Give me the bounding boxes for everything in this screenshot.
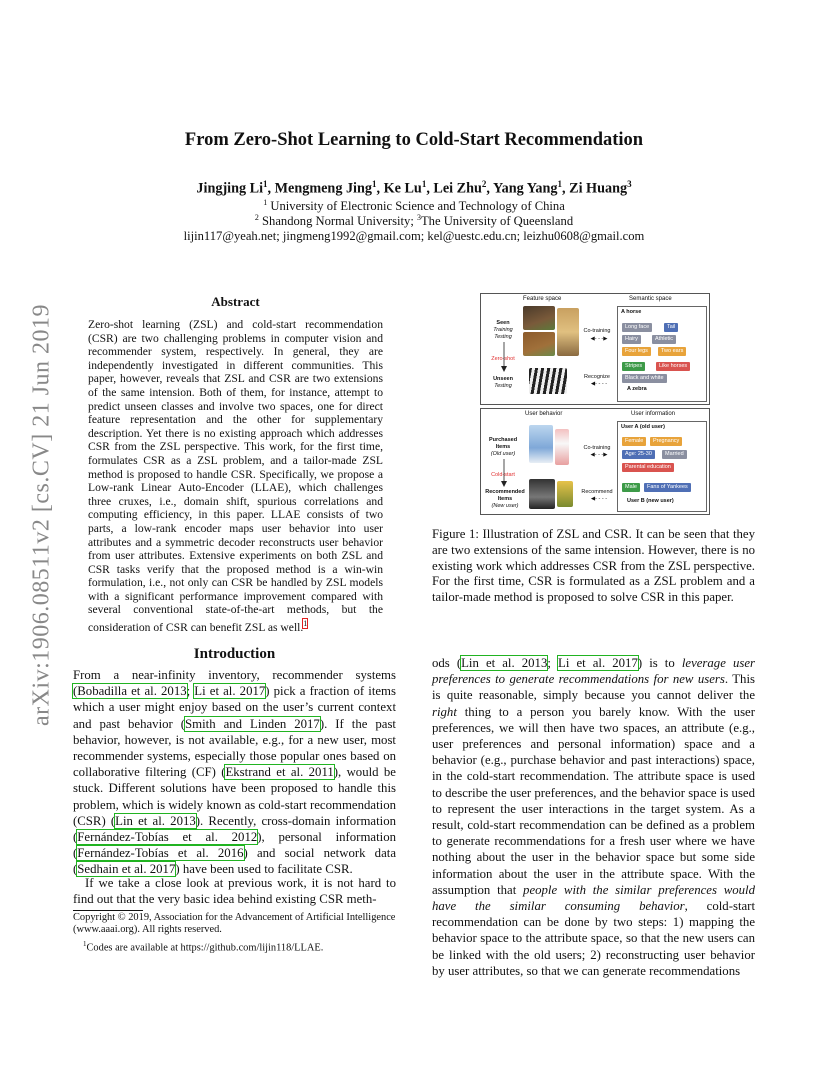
- left-arrow-icon: ◀- - - -: [590, 381, 608, 387]
- intro-paragraph-2: If we take a close look at previous work, it is not hard to find out that the very basic idea behind existing CSR meth-: [73, 876, 396, 907]
- co-training-label-2: Co-training: [583, 445, 611, 451]
- citation-link[interactable]: (Bobadilla et al. 2013: [73, 684, 187, 699]
- body-text: , cold-start recommendation can be done by two steps: 1) mapping the behavior space to the attribute space, so that the new users can be linked with the old users; 2) reconstructing user behavior by user attributes, so that we can generate recommendations: [432, 899, 755, 978]
- semantic-space-label: Semantic space: [629, 296, 672, 302]
- author-affiliation-mark: 1: [557, 179, 563, 189]
- horse-image-1: [523, 306, 555, 330]
- unseen-label: Unseen: [493, 376, 513, 382]
- body-text: thing to a person you barely know. With the user preferences, we will then have two spaces, an attribute (e.g., user preferences and personal information) space and a behavior (e.g., purchase behavior and past interactions) space, in the cold-start recommendation. The attribute space is used to describe the user preferences, and the behavior space is used to represent the user interactions in the target system. As a result, cold-start recommendation can be defined as a problem to generate recommendations for a fresh user where we have nothing about the user in the behavior space but some side information about the user in the attribute space. With the assumption that: [432, 704, 755, 897]
- author-affiliation-mark: 1: [371, 179, 377, 189]
- user-a-label: User A (old user): [621, 424, 665, 430]
- figure-caption: Figure 1: Illustration of ZSL and CSR. It can be seen that they are two extensions of the same intension. However, there is no existing work which addresses CSR from the ZSL perspective. For the first time, CSR is formulated as a ZSL problem and a tailor-made method is proposed to solve CSR in this paper.: [432, 527, 755, 605]
- footnote-rule: [73, 910, 143, 911]
- attribute-tag: Tail: [664, 323, 678, 332]
- emphasis-text: right: [432, 704, 457, 719]
- author-affiliation-mark: 2: [481, 179, 487, 189]
- feature-space-label: Feature space: [523, 296, 562, 302]
- left-arrow-icon: ◀- - - -: [590, 496, 608, 502]
- author-name: Mengmeng Jing: [274, 180, 372, 197]
- attribute-tag: Married: [662, 450, 687, 459]
- down-arrow-icon: [501, 342, 507, 372]
- attribute-tag: Pregnancy: [650, 437, 682, 446]
- attribute-tag: Black and white: [622, 374, 667, 383]
- a-zebra-label: A zebra: [627, 386, 647, 392]
- body-text: ), personal information (: [73, 830, 396, 861]
- horse-image-3: [557, 308, 579, 356]
- arxiv-sidebar: [22, 280, 62, 750]
- author-affiliation-mark: 1: [421, 179, 427, 189]
- recommend-label: Recommend: [581, 489, 613, 495]
- baby-bottle-image: [555, 429, 569, 465]
- body-text: . This is quite reasonable, simply because you cannot deliver the: [432, 672, 755, 703]
- attribute-tag: Parental education: [622, 463, 674, 472]
- citation-link[interactable]: Lin et al. 2013: [115, 813, 196, 828]
- items2-label: Items: [497, 496, 513, 502]
- recognize-label: Recognize: [584, 374, 610, 380]
- old-user-label: (Old user): [490, 451, 516, 457]
- citation-link[interactable]: Lin et al. 2013: [461, 656, 548, 670]
- attribute-tag: Like horses: [656, 362, 690, 371]
- zero-shot-label: Zero-shot: [491, 356, 515, 362]
- baby-product-image: [557, 481, 573, 507]
- affiliation-1: $^1$ University of Electronic Science and Technology of China: [263, 198, 565, 214]
- citation-link[interactable]: Ekstrand et al. 2011: [225, 765, 334, 780]
- citation-link[interactable]: Smith and Linden 2017: [185, 716, 320, 731]
- attribute-tag: Stripes: [622, 362, 645, 371]
- training-label: Training: [493, 327, 513, 333]
- down-arrow-icon: [501, 459, 507, 487]
- citation-link[interactable]: Li et al. 2017: [194, 684, 266, 699]
- affiliation-2: $^2$ Shandong Normal University; $^3$The University of Queensland: [254, 213, 574, 229]
- user-b-label: User B (new user): [627, 498, 674, 504]
- abstract-heading: Abstract: [211, 294, 260, 309]
- body-text: ). If the past behavior, however, is not available, e.g., for a new user, most recommender systems, especially those popular ones based on collaborative filtering (CF) (: [73, 716, 396, 780]
- copyright-notice: Copyright © 2019, Association for the Advancement of Artificial Intelligence (www.aaai.org). All rights reserved.: [73, 912, 396, 936]
- user-information-label: User information: [631, 411, 676, 417]
- figure-csr-panel: [480, 408, 710, 515]
- purchased-label: Purchased: [488, 437, 518, 443]
- attribute-tag: Long face: [622, 323, 652, 332]
- attribute-tag: Two ears: [658, 347, 686, 356]
- body-text: ;: [547, 656, 558, 670]
- items-label: Items: [495, 444, 511, 450]
- author-name: Yang Yang: [492, 180, 558, 197]
- attribute-tag: Athletic: [652, 335, 676, 344]
- bidirectional-arrow-icon: ◀- - -▶: [590, 452, 608, 458]
- new-user-label: (New user): [491, 503, 519, 509]
- bidirectional-arrow-icon: ◀- - -▶: [590, 336, 608, 342]
- body-text: ) pick a fraction of items which a user might enjoy based on the user’s current context and past behavior (: [73, 684, 396, 731]
- introduction-heading: Introduction: [193, 646, 276, 662]
- author-list: Jingjing Li$^1$, Mengmeng Jing$^1$, Ke Lu$^1$, Lei Zhu$^2$, Yang Yang$^1$, Zi Huang$^3$: [196, 179, 632, 197]
- seen-label: Seen: [496, 320, 510, 326]
- body-text: ;: [186, 684, 195, 699]
- abstract-body: Zero-shot learning (ZSL) and cold-start recommendation (CSR) are two challenging problems in computer vision and recommender system, respectively. In general, they are independently investigated in different communities. This paper, however, reveals that ZSL and CSR are two extensions of the same intension. Both of them, for instance, attempt to predict unseen classes and involve two spaces, one for direct feature representation and the other for supplementary description. Yet there is no existing approach which addresses CSR from the ZSL perspective. This work, for the first time, formulates CSR as a ZSL problem, and a tailor-made ZSL method is proposed to handle CSR. Specifically, we propose a Low-rank Linear Auto-Encoder (LLAE), which challenges three cruxes, i.e., domain shift, spurious correlations and computing efficiency, in this paper. LLAE consists of two parts, a low-rank encoder maps user behavior into user attributes and a symmetric decoder reconstructs user behavior from user attributes. Extensive experiments on both ZSL and CSR tasks verify that the proposed method is a win-win formulation, i.e., not only can CSR be handled by ZSL models with a significant performance improvement compared with several conventional state-of-the-art methods, but the consideration of CSR can benefit ZSL as well.$^1$: [88, 318, 383, 634]
- a-horse-label: A horse: [621, 309, 642, 315]
- emphasis-text: leverage user preferences to generate recommendations for new users: [432, 656, 755, 687]
- body-text: ). Recently, cross-domain information (: [73, 813, 396, 845]
- attribute-tag: Female: [622, 437, 646, 446]
- paper-title: From Zero-Shot Learning to Cold-Start Recommendation: [184, 130, 644, 150]
- intro-paragraph-1: [73, 667, 396, 878]
- body-text: From a near-infinity inventory, recommender systems: [73, 668, 396, 682]
- stroller-image: [529, 479, 555, 509]
- footnote-1: $^1$Codes are available at https://github.com/lijin118/LLAE.: [83, 940, 324, 954]
- author-name: Zi Huang: [569, 180, 628, 197]
- zebra-image: [529, 368, 567, 394]
- emphasis-text: people with the similar preferences would have the similar consuming behavior: [432, 882, 755, 914]
- body-text: ) have been used to facilitate CSR.: [175, 862, 353, 877]
- co-training-label: Co-training: [583, 328, 611, 334]
- author-name: Jingjing Li: [196, 180, 264, 197]
- footnote-link[interactable]: 1: [303, 619, 308, 629]
- citation-link[interactable]: Fernández-Tobías et al. 2012: [77, 830, 258, 845]
- attribute-tag: Age: 25-30: [622, 450, 655, 459]
- attribute-tag: Male: [622, 483, 640, 492]
- attribute-tag: Hairy: [622, 335, 641, 344]
- arxiv-identifier: arXiv:1906.08511v2 [cs.CV] 21 Jun 2019: [28, 303, 55, 727]
- testing-label: Testing: [494, 383, 512, 389]
- testing-top-label: Testing: [494, 334, 512, 340]
- citation-link[interactable]: Li et al. 2017: [558, 656, 638, 670]
- author-name: Ke Lu: [383, 180, 422, 197]
- attribute-tag: Fans of Yankees: [644, 483, 691, 492]
- body-text: ods (: [432, 656, 462, 670]
- citation-link[interactable]: Fernández-Tobías et al. 2016: [77, 846, 244, 861]
- author-affiliation-mark: 1: [263, 179, 268, 189]
- author-emails: lijin117@yeah.net; jingmeng1992@gmail.com; kel@uestc.edu.cn; leizhu0608@gmail.com: [183, 229, 645, 243]
- body-text: ) is to: [637, 656, 682, 670]
- cold-start-label: Cold-start: [491, 472, 515, 478]
- recommended-label: Recommended: [485, 489, 525, 495]
- author-name: Lei Zhu: [433, 180, 482, 197]
- user-behavior-label: User behavior: [525, 411, 563, 417]
- figure-zsl-panel: [480, 293, 710, 405]
- right-column-text: [432, 655, 755, 979]
- citation-link[interactable]: Sedhain et al. 2017: [77, 862, 176, 877]
- author-affiliation-mark: 3: [627, 179, 632, 189]
- body-text: ) and social network data (: [73, 846, 396, 877]
- formula-can-image: [529, 425, 553, 463]
- horse-image-2: [523, 332, 555, 356]
- attribute-tag: Four legs: [622, 347, 651, 356]
- body-text: ), would be stuck. Different solutions have been proposed to handle this problem, which is widely known as cold-start recommendation (CSR) (: [73, 765, 396, 828]
